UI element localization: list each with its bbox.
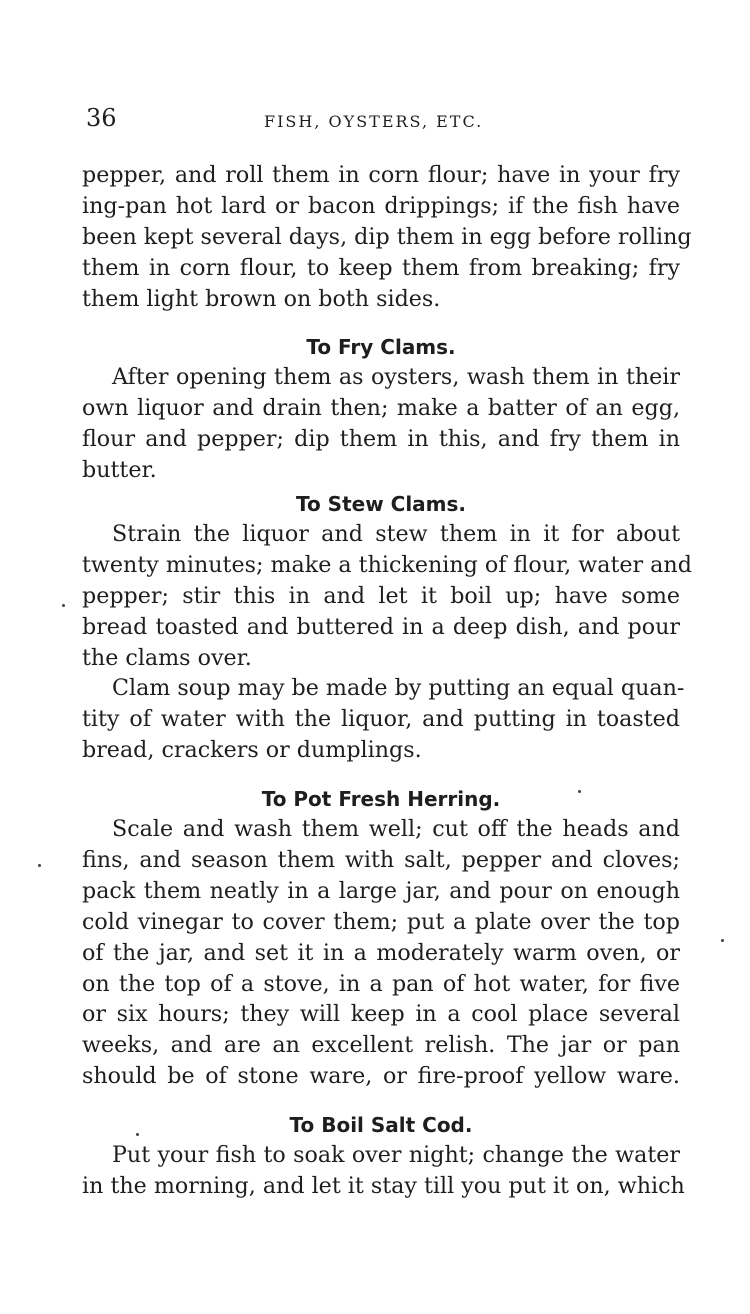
- recipe-heading: To Stew Clams.: [295, 492, 467, 517]
- text-line: fins, and season them with salt, pepper and cloves;: [82, 847, 680, 874]
- recipe-heading: To Fry Clams.: [306, 335, 456, 360]
- text-line: pack them neatly in a large jar, and pour on enough: [82, 877, 680, 904]
- text-line: After opening them as oysters, wash them in their: [112, 364, 680, 391]
- scan-speck: [721, 939, 724, 942]
- page-body: [82, 160, 692, 1202]
- text-line: on the top of a stove, in a pan of hot water, for five: [82, 970, 680, 997]
- scan-speck: [136, 1133, 139, 1136]
- running-title: FISH, OYSTERS, ETC.: [264, 112, 484, 131]
- page-number: 36: [86, 104, 117, 132]
- text-line: the clams over.: [82, 644, 252, 671]
- text-line: Clam soup may be made by putting an equal quan-: [112, 675, 685, 702]
- scan-speck: [62, 604, 65, 607]
- scan-speck: [578, 790, 581, 793]
- text-line: pepper, and roll them in corn flour; have in your fry: [82, 162, 680, 188]
- text-line: bread toasted and buttered in a deep dish, and pour: [82, 613, 680, 640]
- text-line: tity of water with the liquor, and putting in toasted: [82, 706, 680, 733]
- text-line: butter.: [82, 457, 157, 484]
- text-line: been kept several days, dip them in egg before rolling: [82, 223, 692, 250]
- text-line: cold vinegar to cover them; put a plate over the top: [82, 908, 680, 935]
- page-header: [86, 104, 680, 138]
- text-line: or six hours; they will keep in a cool place several: [82, 1001, 680, 1028]
- text-line: Put your fish to soak over night; change the water: [112, 1142, 680, 1169]
- recipe-heading: To Boil Salt Cod.: [289, 1113, 473, 1138]
- text-line: weeks, and are an excellent relish. The jar or pan: [82, 1032, 680, 1059]
- text-line: in the morning, and let it stay till you put it on, which: [82, 1173, 685, 1200]
- text-line: flour and pepper; dip them in this, and fry them in: [82, 426, 680, 453]
- text-line: ing-pan hot lard or bacon drippings; if the fish have: [82, 192, 680, 219]
- text-line: should be of stone ware, or fire-proof yellow ware.: [82, 1063, 680, 1090]
- text-line: of the jar, and set it in a moderately warm oven, or: [82, 939, 680, 966]
- text-line: Strain the liquor and stew them in it for about: [112, 521, 680, 548]
- text-line: them in corn flour, to keep them from breaking; fry: [82, 254, 680, 281]
- text-line: Scale and wash them well; cut off the heads and: [112, 816, 680, 843]
- text-line: them light brown on both sides.: [82, 285, 441, 312]
- text-line: twenty minutes; make a thickening of flour, water and: [82, 551, 692, 578]
- recipe-heading: To Pot Fresh Herring.: [261, 787, 501, 812]
- text-line: pepper; stir this in and let it boil up; have some: [82, 582, 680, 609]
- scan-speck: [38, 864, 41, 867]
- text-line: bread, crackers or dumplings.: [82, 737, 422, 764]
- text-line: own liquor and drain then; make a batter of an egg,: [82, 395, 680, 422]
